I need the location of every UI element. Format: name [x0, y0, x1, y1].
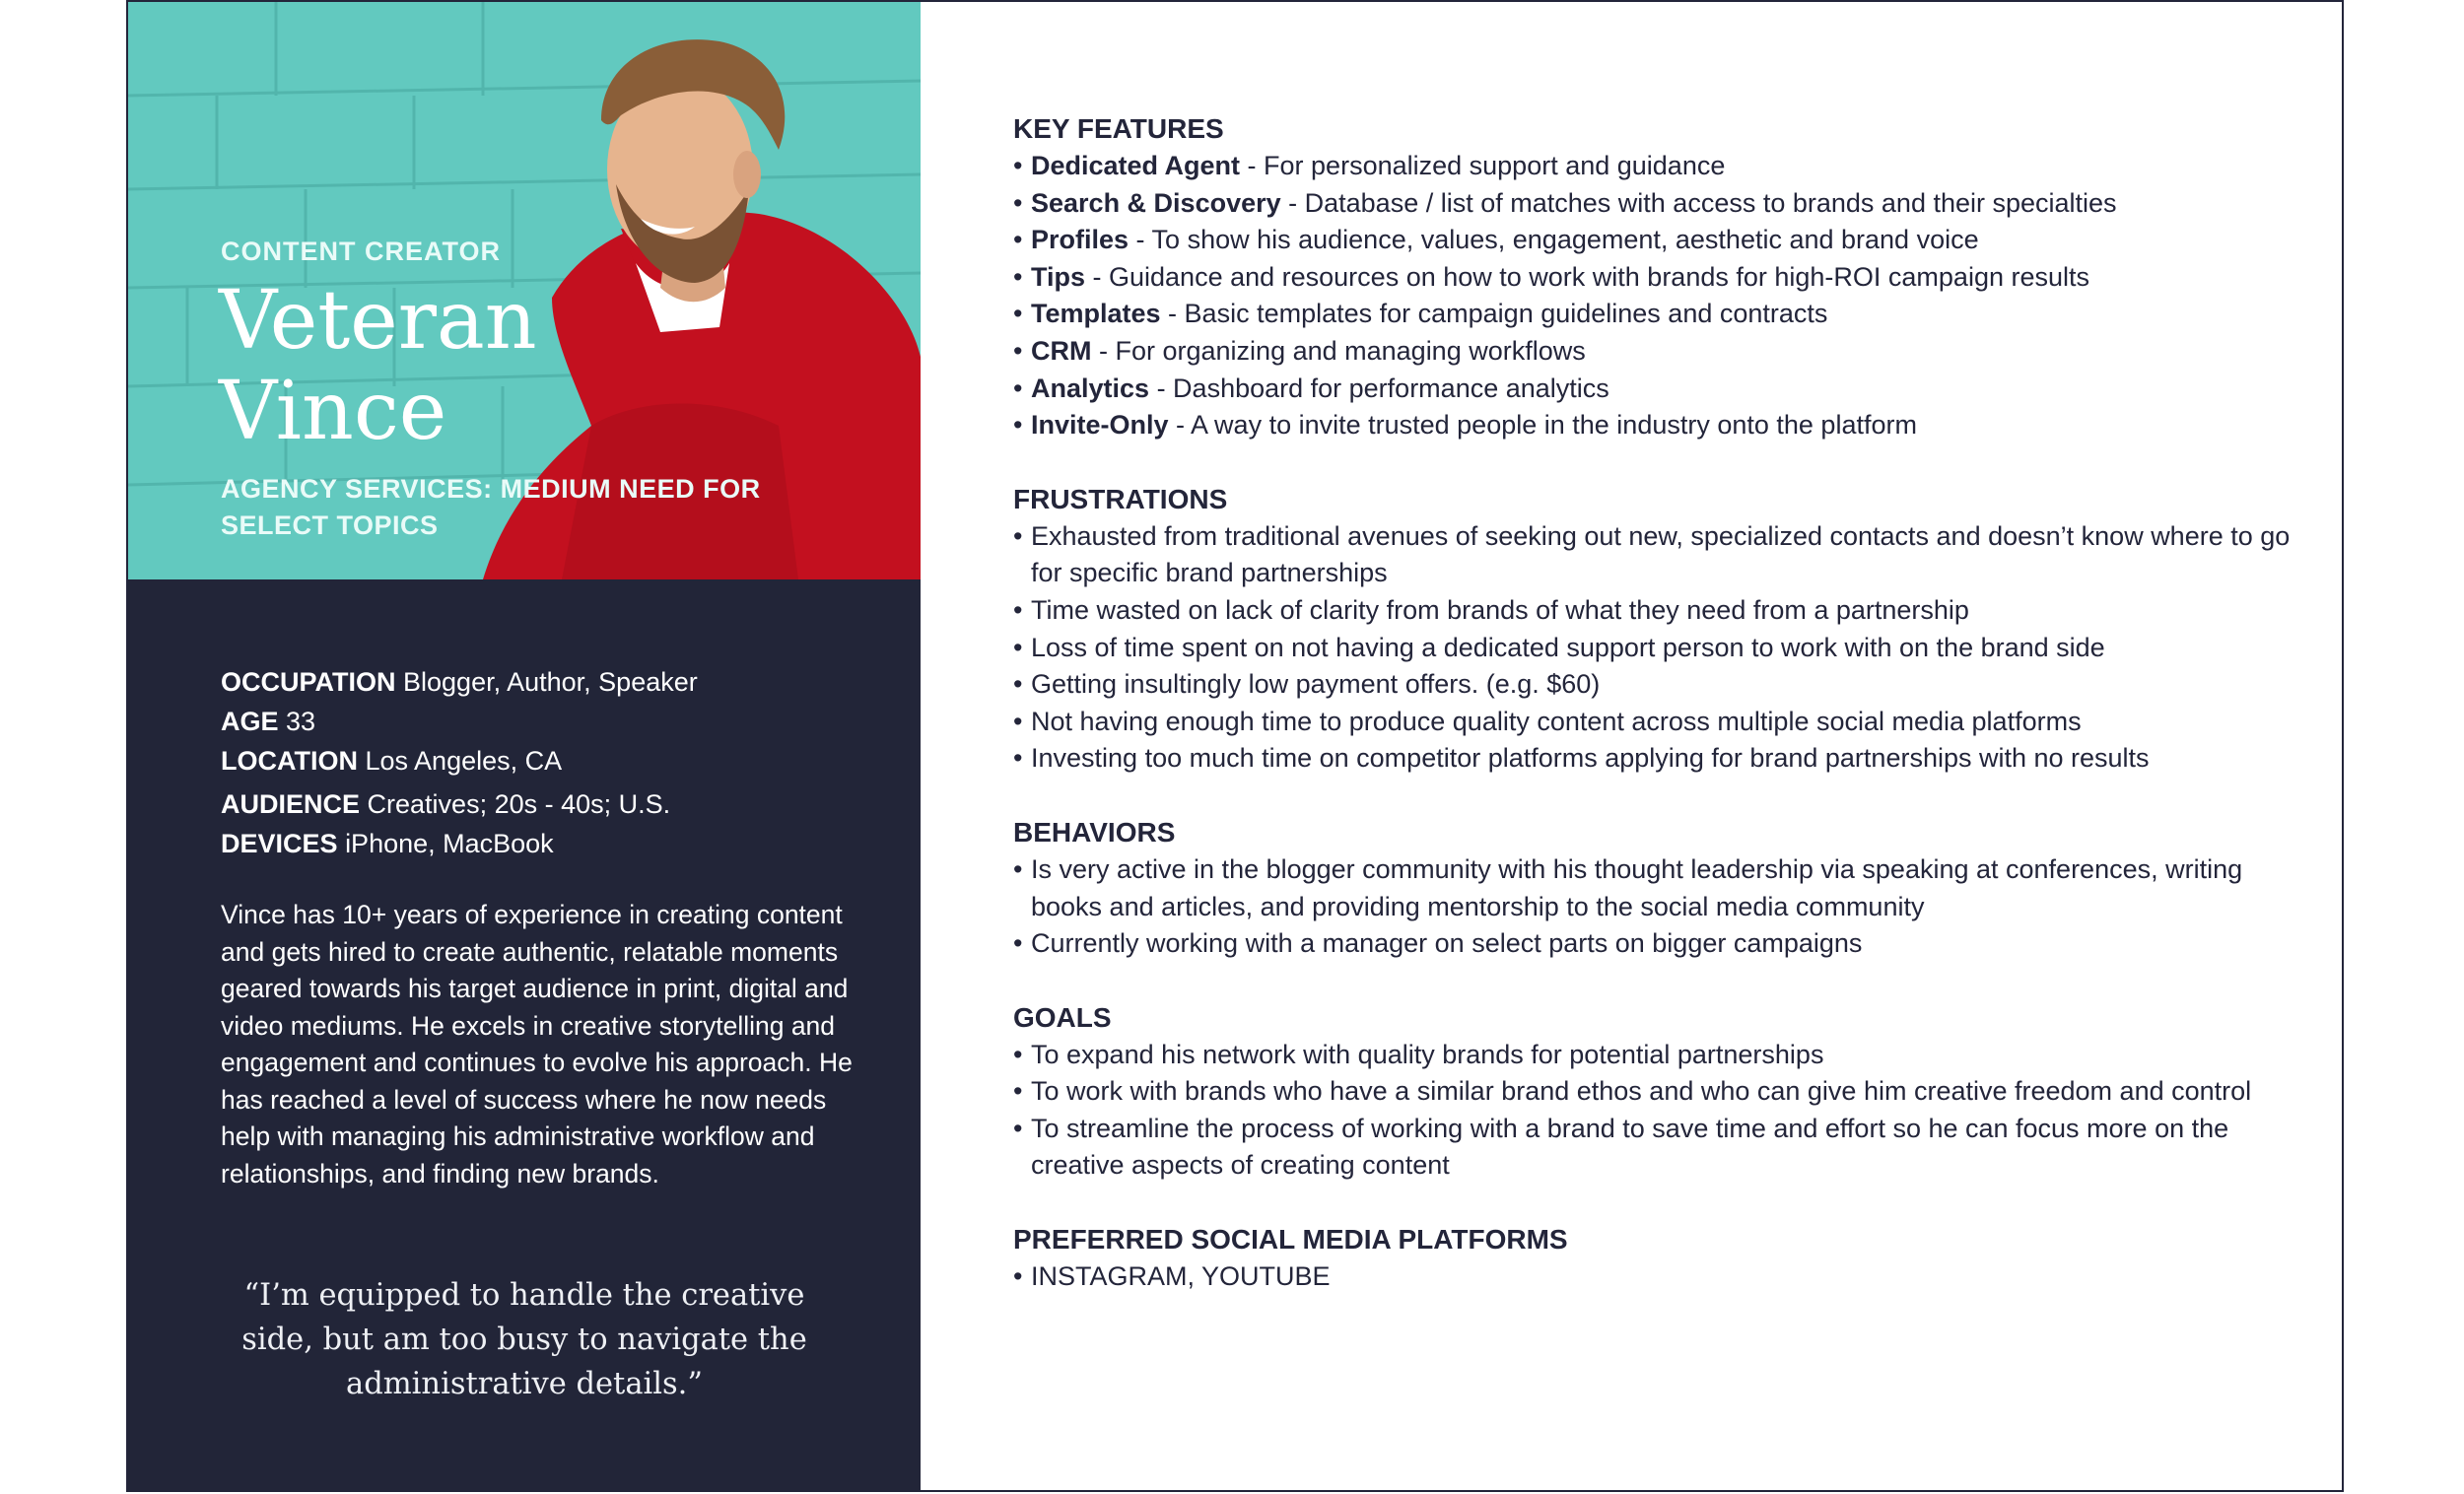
bullet: • — [1013, 928, 1023, 959]
list-item — [1013, 296, 2294, 333]
fact-label: AUDIENCE — [221, 789, 361, 819]
feature-text: - Basic templates for campaign guidelines and contracts — [1160, 299, 1828, 329]
feature-text: - For personalized support and guidance — [1240, 151, 1726, 180]
item-text: Not having enough time to produce quality content across multiple social media platforms — [1031, 706, 2082, 736]
agency-need: AGENCY SERVICES: MEDIUM NEED FOR SELECT TOPICS — [221, 474, 761, 540]
bullet: • — [1013, 1039, 1023, 1069]
section-title: BEHAVIORS — [1013, 816, 1176, 848]
fact-value: iPhone, MacBook — [345, 829, 554, 858]
bullet: • — [1013, 187, 1023, 218]
feature-term: Profiles — [1031, 225, 1129, 255]
fact-value: Blogger, Author, Speaker — [403, 667, 698, 697]
section-key-features — [1013, 110, 2294, 444]
persona-role: CONTENT CREATOR — [221, 237, 501, 266]
section-title: KEY FEATURES — [1013, 113, 1224, 144]
feature-text: - Dashboard for performance analytics — [1149, 373, 1609, 403]
persona-name-line2: Vince — [219, 365, 447, 458]
list-item — [1013, 148, 2294, 185]
persona-quote: “I’m equipped to handle the creative side, but am too busy to navigate the administrative details.” — [241, 1278, 807, 1401]
section-goals — [1013, 999, 2294, 1185]
list-item — [1013, 185, 2294, 223]
feature-term: Dedicated Agent — [1031, 151, 1241, 180]
feature-term: Tips — [1031, 261, 1086, 292]
bullet: • — [1013, 743, 1023, 774]
bullet: • — [1013, 410, 1023, 441]
persona-card — [126, 0, 2344, 1492]
item-text: To streamline the process of working with a brand to save time and effort so he can focus more on the creative aspects of creating content — [1031, 1113, 2229, 1181]
section-frustrations — [1013, 481, 2294, 778]
feature-text: - Guidance and resources on how to work with brands for high-ROI campaign results — [1085, 261, 2090, 292]
fact-value: 33 — [286, 707, 316, 736]
feature-term: Invite-Only — [1031, 410, 1169, 441]
list-item — [1013, 333, 2294, 371]
feature-text: - To show his audience, values, engagement, aesthetic and brand voice — [1129, 225, 1979, 255]
feature-term: CRM — [1031, 335, 1092, 366]
fact-label: DEVICES — [221, 829, 338, 858]
bullet: • — [1013, 151, 1023, 180]
feature-text: - Database / list of matches with access to brands and their specialties — [1280, 187, 2117, 218]
fact-label: LOCATION — [221, 746, 358, 776]
bullet: • — [1013, 706, 1023, 736]
fact-location — [221, 741, 891, 781]
persona-details — [1013, 110, 2294, 1332]
section-title: GOALS — [1013, 1001, 1112, 1033]
item-text: Is very active in the blogger community with his thought leadership via speaking at conferences, writing books and articles, and providing mentorship to the social media community — [1031, 853, 2243, 921]
fact-label: OCCUPATION — [221, 667, 396, 697]
list-item — [1013, 704, 2294, 741]
persona-photo — [128, 2, 921, 579]
bullet: • — [1013, 261, 1023, 292]
fact-age — [221, 702, 891, 741]
list-item — [1013, 371, 2294, 408]
bullet: • — [1013, 299, 1023, 329]
item-text: To expand his network with quality brands for potential partnerships — [1031, 1039, 1824, 1069]
item-text: To work with brands who have a similar brand ethos and who can give him creative freedom and control — [1031, 1076, 2252, 1107]
list-item — [1013, 666, 2294, 704]
bullet: • — [1013, 225, 1023, 255]
feature-text: - A way to invite trusted people in the industry onto the platform — [1168, 410, 1917, 441]
list-item — [1013, 1037, 2294, 1074]
item-text: Currently working with a manager on select parts on bigger campaigns — [1031, 928, 1863, 959]
list-item — [1013, 1258, 2294, 1296]
fact-label: AGE — [221, 707, 279, 736]
persona-sidebar — [128, 2, 921, 1492]
feature-term: Analytics — [1031, 373, 1150, 403]
feature-term: Templates — [1031, 299, 1161, 329]
fact-audience — [221, 784, 891, 824]
section-title: PREFERRED SOCIAL MEDIA PLATFORMS — [1013, 1224, 1568, 1256]
fact-value: Los Angeles, CA — [365, 746, 563, 776]
list-item — [1013, 259, 2294, 297]
bullet: • — [1013, 373, 1023, 403]
list-item — [1013, 592, 2294, 630]
item-text: Loss of time spent on not having a dedicated support person to work with on the brand side — [1031, 632, 2105, 662]
bullet: • — [1013, 594, 1023, 625]
section-platforms — [1013, 1221, 2294, 1296]
persona-name — [219, 276, 633, 457]
feature-term: Search & Discovery — [1031, 187, 1281, 218]
bullet: • — [1013, 335, 1023, 366]
list-item — [1013, 1073, 2294, 1111]
list-item — [1013, 740, 2294, 778]
item-text: Getting insultingly low payment offers. (e.g. $60) — [1031, 669, 1601, 700]
item-text: INSTAGRAM, YOUTUBE — [1031, 1261, 1331, 1292]
bullet: • — [1013, 1076, 1023, 1107]
list-item — [1013, 518, 2302, 592]
item-text: Investing too much time on competitor platforms applying for brand partnerships with no results — [1031, 743, 2150, 774]
fact-occupation — [221, 662, 891, 702]
list-item — [1013, 222, 2294, 259]
fact-devices — [221, 824, 891, 863]
section-title: FRUSTRATIONS — [1013, 483, 1228, 514]
persona-name-line1: Veteran — [219, 274, 537, 368]
list-item — [1013, 1111, 2302, 1185]
list-item — [1013, 630, 2294, 667]
section-behaviors — [1013, 814, 2294, 963]
list-item — [1013, 851, 2302, 925]
feature-text: - For organizing and managing workflows — [1091, 335, 1586, 366]
fact-value: Creatives; 20s - 40s; U.S. — [367, 789, 671, 819]
item-text: Exhausted from traditional avenues of seeking out new, specialized contacts and doesn’t know where to go for specific brand partnerships — [1031, 520, 2291, 588]
list-item — [1013, 925, 2294, 963]
bullet: • — [1013, 1261, 1023, 1292]
persona-facts — [221, 662, 891, 863]
bullet: • — [1013, 520, 1023, 551]
list-item — [1013, 407, 2294, 444]
bullet: • — [1013, 1113, 1023, 1143]
bullet: • — [1013, 669, 1023, 700]
bullet: • — [1013, 853, 1023, 884]
item-text: Time wasted on lack of clarity from brands of what they need from a partnership — [1031, 594, 1969, 625]
persona-bio: Vince has 10+ years of experience in creating content and gets hired to create authentic, relatable moments geared towards his target audience in print, digital and video mediums. He excels in creative storytelling and engagement and continues to evolve his approach. He has reached a level of success where he now needs help with managing his administrative workflow and relationships, and finding new brands. — [221, 900, 853, 1188]
bullet: • — [1013, 632, 1023, 662]
